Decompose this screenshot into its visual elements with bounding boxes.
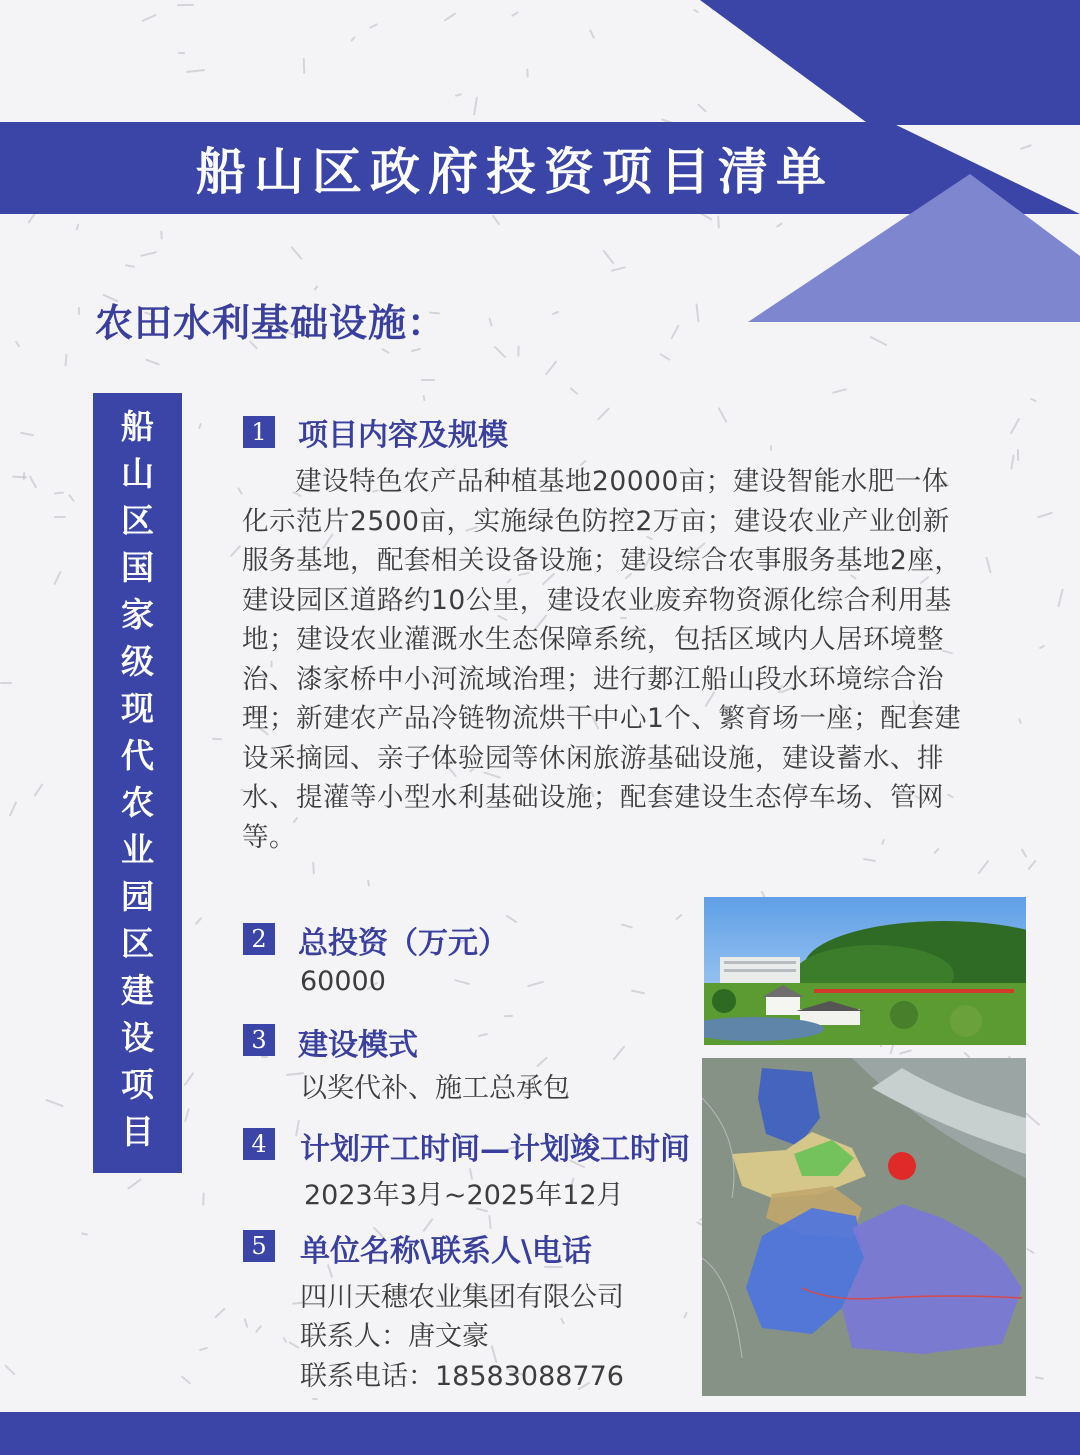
paper-fleck bbox=[178, 52, 185, 54]
contact-phone: 联系电话：18583088776 bbox=[300, 1361, 624, 1392]
paper-fleck bbox=[1030, 397, 1037, 402]
paper-fleck bbox=[770, 445, 772, 451]
project-name-char: 家 bbox=[121, 595, 154, 634]
paper-fleck bbox=[526, 68, 528, 77]
project-name-char: 国 bbox=[121, 548, 154, 587]
project-name-char: 设 bbox=[121, 1018, 154, 1057]
paper-fleck bbox=[602, 250, 614, 265]
paper-fleck bbox=[504, 1015, 513, 1017]
paper-fleck bbox=[1039, 645, 1045, 650]
paper-fleck bbox=[978, 860, 990, 875]
paper-fleck bbox=[33, 783, 43, 797]
paper-fleck bbox=[125, 264, 135, 268]
paper-fleck bbox=[444, 12, 457, 21]
paper-fleck bbox=[181, 1375, 191, 1384]
paper-fleck bbox=[54, 492, 64, 495]
paper-fleck bbox=[140, 251, 157, 257]
paper-fleck bbox=[631, 990, 645, 995]
paper-fleck bbox=[145, 358, 160, 365]
paper-fleck bbox=[195, 917, 203, 925]
project-name-char: 项 bbox=[121, 1065, 154, 1104]
paper-fleck bbox=[198, 423, 202, 429]
paper-fleck bbox=[455, 93, 462, 97]
paper-fleck bbox=[517, 345, 519, 356]
paper-fleck bbox=[589, 29, 595, 39]
paper-fleck bbox=[488, 317, 492, 326]
paper-fleck bbox=[78, 307, 80, 315]
paper-fleck bbox=[288, 1341, 299, 1349]
paper-fleck bbox=[411, 348, 421, 352]
paper-fleck bbox=[717, 215, 720, 228]
project-name-char: 目 bbox=[121, 1112, 154, 1151]
paper-fleck bbox=[81, 1232, 88, 1235]
paper-fleck bbox=[230, 545, 242, 557]
paper-fleck bbox=[20, 432, 34, 437]
company-name: 四川天穗农业集团有限公司 bbox=[300, 1282, 624, 1313]
paper-fleck bbox=[1025, 1112, 1041, 1126]
paper-fleck bbox=[421, 379, 435, 381]
paper-fleck bbox=[283, 1337, 287, 1343]
paper-fleck bbox=[560, 1317, 565, 1324]
paper-fleck bbox=[312, 1398, 318, 1400]
project-name-char: 业 bbox=[121, 830, 154, 869]
paper-fleck bbox=[184, 1108, 190, 1122]
paper-fleck bbox=[350, 36, 356, 42]
item-number-badge: 1 bbox=[243, 416, 275, 448]
paper-fleck bbox=[899, 1049, 912, 1055]
paper-fleck bbox=[303, 58, 306, 74]
paper-fleck bbox=[527, 981, 544, 988]
paper-fleck bbox=[29, 475, 38, 488]
paper-fleck bbox=[290, 246, 302, 260]
paper-fleck bbox=[54, 516, 66, 518]
paper-fleck bbox=[597, 407, 610, 420]
paper-fleck bbox=[369, 23, 378, 29]
page-title: 船山区政府投资项目清单 bbox=[196, 142, 834, 201]
paper-fleck bbox=[15, 341, 20, 348]
paper-fleck bbox=[261, 1056, 268, 1058]
item-title-total-investment: 总投资（万元） bbox=[298, 926, 508, 961]
paper-fleck bbox=[160, 230, 162, 239]
paper-fleck bbox=[23, 472, 26, 480]
paper-fleck bbox=[76, 223, 80, 230]
paper-fleck bbox=[621, 923, 633, 928]
paper-fleck bbox=[718, 407, 728, 423]
paper-fleck bbox=[64, 354, 67, 366]
project-name-vertical bbox=[93, 393, 182, 1173]
item-number-badge: 3 bbox=[243, 1024, 275, 1056]
paper-fleck bbox=[1035, 1376, 1044, 1380]
paper-fleck bbox=[570, 387, 579, 395]
paper-fleck bbox=[381, 348, 390, 354]
paper-fleck bbox=[314, 285, 319, 291]
paper-fleck bbox=[186, 69, 205, 73]
paper-fleck bbox=[184, 1072, 195, 1086]
paper-fleck bbox=[141, 14, 156, 22]
paper-fleck bbox=[611, 266, 626, 272]
paper-fleck bbox=[613, 1045, 626, 1060]
paper-fleck bbox=[494, 346, 507, 359]
paper-fleck bbox=[177, 4, 194, 6]
paper-fleck bbox=[1027, 860, 1036, 871]
item-title-content-scale: 项目内容及规模 bbox=[298, 418, 508, 453]
paper-fleck bbox=[53, 571, 61, 585]
paper-fleck bbox=[1037, 512, 1053, 519]
project-name-char: 园 bbox=[121, 877, 154, 916]
paper-fleck bbox=[367, 879, 370, 886]
paper-fleck bbox=[863, 858, 876, 862]
paper-fleck bbox=[670, 324, 679, 339]
paper-fleck bbox=[511, 11, 519, 17]
paper-fleck bbox=[675, 914, 682, 921]
item-title-contact: 单位名称\联系人\电话 bbox=[300, 1234, 592, 1269]
total-investment-value: 60000 bbox=[300, 966, 386, 997]
paper-fleck bbox=[0, 682, 12, 684]
construction-mode-value: 以奖代补、施工总承包 bbox=[300, 1073, 570, 1104]
project-name-char: 代 bbox=[121, 736, 154, 775]
paper-fleck bbox=[1017, 449, 1019, 461]
paper-fleck bbox=[1057, 589, 1064, 608]
paper-fleck bbox=[423, 395, 426, 401]
project-name-char: 区 bbox=[121, 501, 154, 540]
project-name-char: 级 bbox=[121, 642, 154, 681]
project-name-char: 农 bbox=[121, 783, 154, 822]
paper-fleck bbox=[1010, 418, 1020, 435]
paper-fleck bbox=[45, 1099, 64, 1107]
footer-bar bbox=[0, 1412, 1080, 1455]
paper-fleck bbox=[202, 1192, 204, 1205]
paper-fleck bbox=[696, 303, 700, 322]
paper-fleck bbox=[68, 494, 75, 502]
paper-fleck bbox=[659, 353, 670, 361]
paper-fleck bbox=[127, 1178, 142, 1190]
project-name-char: 区 bbox=[121, 924, 154, 963]
park-landscape-photo bbox=[704, 897, 1026, 1045]
item-number-badge: 5 bbox=[243, 1230, 275, 1262]
paper-fleck bbox=[255, 1325, 262, 1333]
project-name-char: 山 bbox=[121, 454, 154, 493]
paper-fleck bbox=[985, 557, 991, 574]
paper-fleck bbox=[552, 311, 559, 316]
paper-fleck bbox=[545, 360, 558, 375]
section-heading: 农田水利基础设施： bbox=[95, 300, 447, 345]
project-name-char: 建 bbox=[121, 971, 154, 1010]
paper-fleck bbox=[199, 1347, 208, 1352]
paper-fleck bbox=[683, 1311, 688, 1318]
paper-fleck bbox=[693, 9, 699, 14]
paper-fleck bbox=[1010, 454, 1015, 469]
item-number-badge: 2 bbox=[243, 923, 275, 955]
paper-fleck bbox=[1026, 1248, 1035, 1254]
paper-fleck bbox=[473, 96, 478, 115]
paper-fleck bbox=[492, 215, 501, 226]
project-name-char: 现 bbox=[121, 689, 154, 728]
paper-fleck bbox=[832, 388, 847, 394]
paper-fleck bbox=[870, 336, 888, 346]
paper-fleck bbox=[1021, 848, 1028, 858]
paper-fleck bbox=[4, 1364, 15, 1375]
paper-fleck bbox=[454, 979, 470, 985]
item-title-construction-mode: 建设模式 bbox=[298, 1028, 418, 1063]
top-right-triangle bbox=[700, 0, 1080, 125]
contact-person: 联系人：唐文豪 bbox=[300, 1321, 489, 1352]
paper-fleck bbox=[1018, 718, 1022, 724]
paper-fleck bbox=[312, 861, 315, 874]
paper-fleck bbox=[478, 1033, 488, 1037]
item-title-schedule: 计划开工时间—计划竣工时间 bbox=[300, 1132, 690, 1167]
item-number-badge: 4 bbox=[243, 1128, 275, 1160]
project-name-char: 船 bbox=[121, 407, 154, 446]
paper-fleck bbox=[244, 1318, 249, 1328]
paper-fleck bbox=[9, 801, 17, 816]
paper-fleck bbox=[214, 1307, 226, 1318]
project-content-paragraph: 建设特色农产品种植基地20000亩；建设智能水肥一体化示范片2500亩，实施绿色防控2万亩；建设农业产业创新服务基地，配套相关设备设施；建设综合农事服务基地2座，建设园区道路约10公里，建设农业废弃物资源化综合利用基地；建设农业灌溉水生态保障系统，包括区域内人居环境整治、漆家桥中小河流域治理；进行郪江船山段水环境综合治理；新建农产品冷链物流烘干中心1个、繁育场一座；配套建设采摘园、亲子体验园等休闲旅游基础设施，建设蓄水、排水、提灌等小型水利基础设施；配套建设生态停车场、管网等。 bbox=[242, 466, 962, 853]
schedule-value: 2023年3月~2025年12月 bbox=[304, 1180, 624, 1211]
park-planning-map bbox=[702, 1058, 1026, 1396]
paper-fleck bbox=[212, 738, 222, 741]
